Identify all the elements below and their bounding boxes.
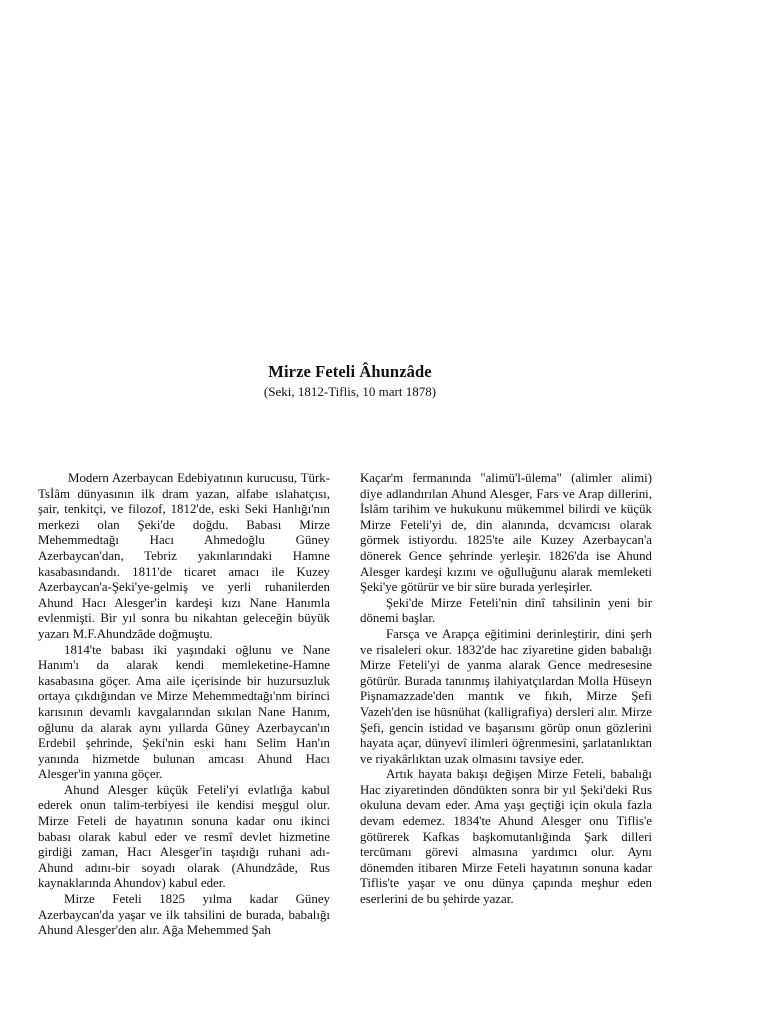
paragraph: Modern Azerbaycan Edebiyatının kurucusu, Türk-Tsİâm dünyasının ilk dram yazan, alfabe ıslahatçısı, şair, tenkitçi, ve filozof, 1812'de, eski Seki Hanlığı'nın merkezi olan Şeki'de doğdu. Babası Mirze Mehemmedtağı Hacı Ahmedoğlu Güney Azerbaycan'dan, Tebriz yakınlarındaki Hamne kasabasındandı. 1811'de ticaret amacı ile Kuzey Azerbaycan'a-Şeki'ye-gelmiş ve yerli ruhanilerden Ahund Hacı Alesger'in kardeşi kızı Nane Hanımla evlenmişti. Bir yıl sonra bu nikahtan geleceğin büyük yazarı M.F.Ahundzâde doğmuştu. <box>38 471 330 641</box>
paragraph: Farsça ve Arapça eğitimini derinleştirir, dini şerh ve risaleleri okur. 1832'de hac ziyaretine giden babalığı Mirze Feteli'yi de yanma alarak Gence medresesine götürür. Burada tanınmış ilahiyatçılardan Molla Hüseyn Pişnamazzade'den mantık ve fıkıh, Mirze Şefi Vazeh'den ise hüsnühat (kalligrafiya) dersleri alır. Mirze Şefi, gencin istidad ve başarısını görüp onun gözlerini hayata açar, dünyevî ilimleri öğrenmesini, şarlatanlıktan ve riyakârlıktan uzak olmasını tavsiye eder. <box>360 626 652 766</box>
article-title: Mirze Feteli Âhunzâde <box>268 362 432 381</box>
article-subtitle: (Seki, 1812-Tiflis, 10 mart 1878) <box>263 384 437 399</box>
paragraph: Ahund Alesger küçük Feteli'yi evlatlığa kabul ederek onun talim-terbiyesi ile kendisi meşgul olur. Mirze Feteli de hayatının sonuna kadar onu ikinci babası olarak kabul eder ve resmî devlet hizmetine girdiği zaman, Hacı Alesger'in taşıdığı ruhani adı-Ahund adını-bir soyadı olarak (Ahundzâde, Rus kaynaklarında Ahundov) kabul eder. <box>38 782 330 891</box>
paragraph: Artık hayata bakışı değişen Mirze Feteli, babalığı Hac ziyaretinden döndükten sonra bir yıl Şeki'deki Rus okuluna devam eder. Ama yaşı geçtiği için okula fazla devam edemez. 1834'te Ahund Alesger onu Tiflis'e götürerek Kafkas başkomutanlığında Şark dilleri tercümanı görevi almasına yardımcı olur. Aynı dönemden itibaren Mirze Feteli hayatının sonuna kadar Tiflis'te yaşar ve onu dünya çapında meşhur eden eserlerini de bu şehirde yazar. <box>360 767 652 907</box>
right-column <box>360 471 652 908</box>
paragraph: 1814'te babası iki yaşındaki oğlunu ve Nane Hanım'ı da alarak kendi memleketine-Hamne kasabasına göçer. Ama aile içerisinde bir huzursuzluk ortaya çıkdığından ve Mirze Mehemmedtağı'nm birinci karısının devamlı kavgalarından sıkılan Nane Hanım, oğlunu da alarak aynı yıllarda Güney Azerbaycan'ın Erdebil şehrinde, Şeki'nin eski hanı Selim Han'ın yanında hizmetde bulunan amcası Ahund Hacı Alesger'in yanına göçer. <box>38 642 330 782</box>
paragraph: Mirze Feteli 1825 yılma kadar Güney Azerbaycan'da yaşar ve ilk tahsilini de burada, babalığı Ahund Alesger'den alır. Ağa Mehemmed Şah <box>38 892 330 938</box>
paragraph: Kaçar'm fermanında "alimü'l-ülema" (alimler alimi) diye adlandırılan Ahund Alesger, Fars ve Arap dillerini, İslâm tarihim ve hukukunu mükemmel bilirdi ve küçük Mirze Feteli'yi de, din alanında, dcvamcısı olarak görmek istiyordu. 1825'te aile Kuzey Azerbaycan'a dönerek Gence şehrinde yerleşir. 1826'da ise Ahund Alesger kardeşi kızını ve oğulluğunu alarak memleketi Şeki'ye götürür ve bir süre burada yerleşirler. <box>360 471 652 595</box>
left-column <box>38 471 330 939</box>
paragraph: Şeki'de Mirze Feteli'nin dinî tahsilinin yeni bir dönemi başlar. <box>360 595 652 626</box>
